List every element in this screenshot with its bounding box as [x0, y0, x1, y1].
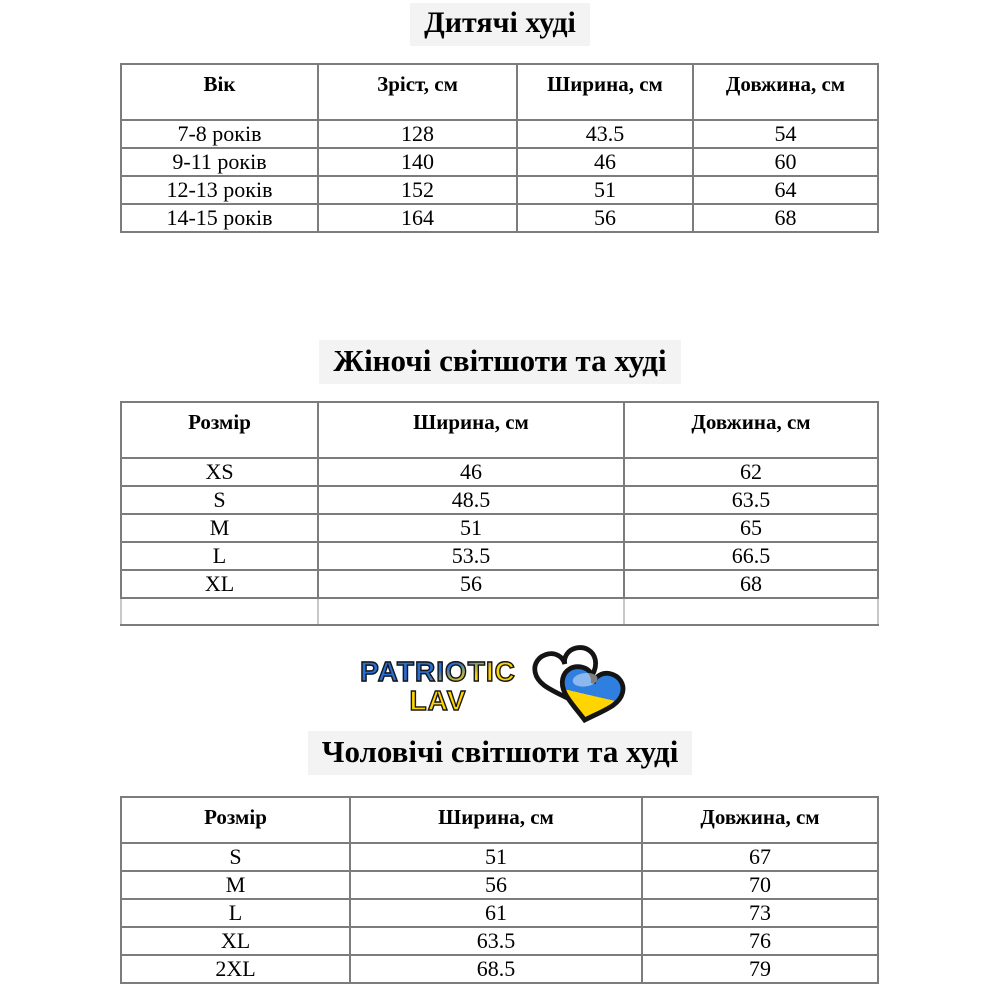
brand-name-line2: LAV [409, 685, 467, 717]
section-title-text: Чоловічі світшоти та худі [308, 731, 693, 775]
table-cell: 9-11 років [121, 148, 318, 176]
women-sweatshirts-title [0, 340, 1000, 384]
table-row [121, 204, 878, 232]
table-cell: 56 [350, 871, 642, 899]
table-row [121, 458, 878, 486]
table-cell: 140 [318, 148, 517, 176]
brand-name-line1: PATRIOTIC [360, 656, 516, 687]
column-header: Довжина, см [642, 797, 878, 843]
table-cell: 46 [318, 458, 624, 486]
table-cell: 7-8 років [121, 120, 318, 148]
table-cell: S [121, 486, 318, 514]
table-cell [624, 598, 878, 625]
table-cell: XL [121, 570, 318, 598]
table-cell: 64 [693, 176, 878, 204]
ukraine-flag-heart-icon [522, 639, 640, 735]
table-row [121, 598, 878, 625]
table-row [121, 542, 878, 570]
header-row [121, 402, 878, 458]
table-cell: 62 [624, 458, 878, 486]
column-header: Довжина, см [693, 64, 878, 120]
table-cell: 51 [318, 514, 624, 542]
table-row [121, 514, 878, 542]
table-cell: 68 [624, 570, 878, 598]
column-header: Розмір [121, 797, 350, 843]
table-row [121, 899, 878, 927]
table-row [121, 148, 878, 176]
table-cell: 66.5 [624, 542, 878, 570]
table-row [121, 843, 878, 871]
table-row [121, 871, 878, 899]
table-cell: 63.5 [350, 927, 642, 955]
table-cell: L [121, 542, 318, 570]
table-row [121, 120, 878, 148]
column-header: Ширина, см [318, 402, 624, 458]
men-sweatshirts-table [120, 796, 879, 984]
column-header: Зріст, см [318, 64, 517, 120]
table-cell: 43.5 [517, 120, 693, 148]
column-header: Вік [121, 64, 318, 120]
brand-wordmark [360, 657, 516, 716]
men-sweatshirts-title [0, 731, 1000, 775]
table-cell: 14-15 років [121, 204, 318, 232]
table-cell: 61 [350, 899, 642, 927]
table-cell: 73 [642, 899, 878, 927]
table-cell: 51 [517, 176, 693, 204]
children-hoodies-title [0, 3, 1000, 46]
table-cell: S [121, 843, 350, 871]
table-row [121, 176, 878, 204]
table-cell: 51 [350, 843, 642, 871]
table-cell: 65 [624, 514, 878, 542]
brand-logo [0, 641, 1000, 735]
table-cell: 56 [517, 204, 693, 232]
table-cell: 63.5 [624, 486, 878, 514]
table-cell: 54 [693, 120, 878, 148]
section-title-text: Жіночі світшоти та худі [319, 340, 680, 384]
table-cell: 70 [642, 871, 878, 899]
table-row [121, 570, 878, 598]
table-cell: 60 [693, 148, 878, 176]
table-cell: 68.5 [350, 955, 642, 983]
table-row [121, 486, 878, 514]
column-header: Ширина, см [350, 797, 642, 843]
table-row [121, 955, 878, 983]
table-cell: 79 [642, 955, 878, 983]
table-cell: 128 [318, 120, 517, 148]
table-cell: 164 [318, 204, 517, 232]
table-cell: 48.5 [318, 486, 624, 514]
column-header: Розмір [121, 402, 318, 458]
women-sweatshirts-table [120, 401, 879, 626]
table-cell: M [121, 871, 350, 899]
column-header: Ширина, см [517, 64, 693, 120]
table-cell: L [121, 899, 350, 927]
table-cell: 68 [693, 204, 878, 232]
section-title-text: Дитячі худі [410, 3, 590, 46]
table-cell: 46 [517, 148, 693, 176]
table-cell: M [121, 514, 318, 542]
table-cell: 2XL [121, 955, 350, 983]
table-cell: 12-13 років [121, 176, 318, 204]
table-row [121, 927, 878, 955]
header-row [121, 797, 878, 843]
table-cell: 56 [318, 570, 624, 598]
table-cell: 67 [642, 843, 878, 871]
table-cell [318, 598, 624, 625]
table-cell [121, 598, 318, 625]
column-header: Довжина, см [624, 402, 878, 458]
table-cell: 76 [642, 927, 878, 955]
table-cell: 152 [318, 176, 517, 204]
table-cell: XL [121, 927, 350, 955]
header-row [121, 64, 878, 120]
children-hoodies-table [120, 63, 879, 233]
table-cell: 53.5 [318, 542, 624, 570]
table-cell: XS [121, 458, 318, 486]
heart-flag-icon [555, 664, 626, 727]
